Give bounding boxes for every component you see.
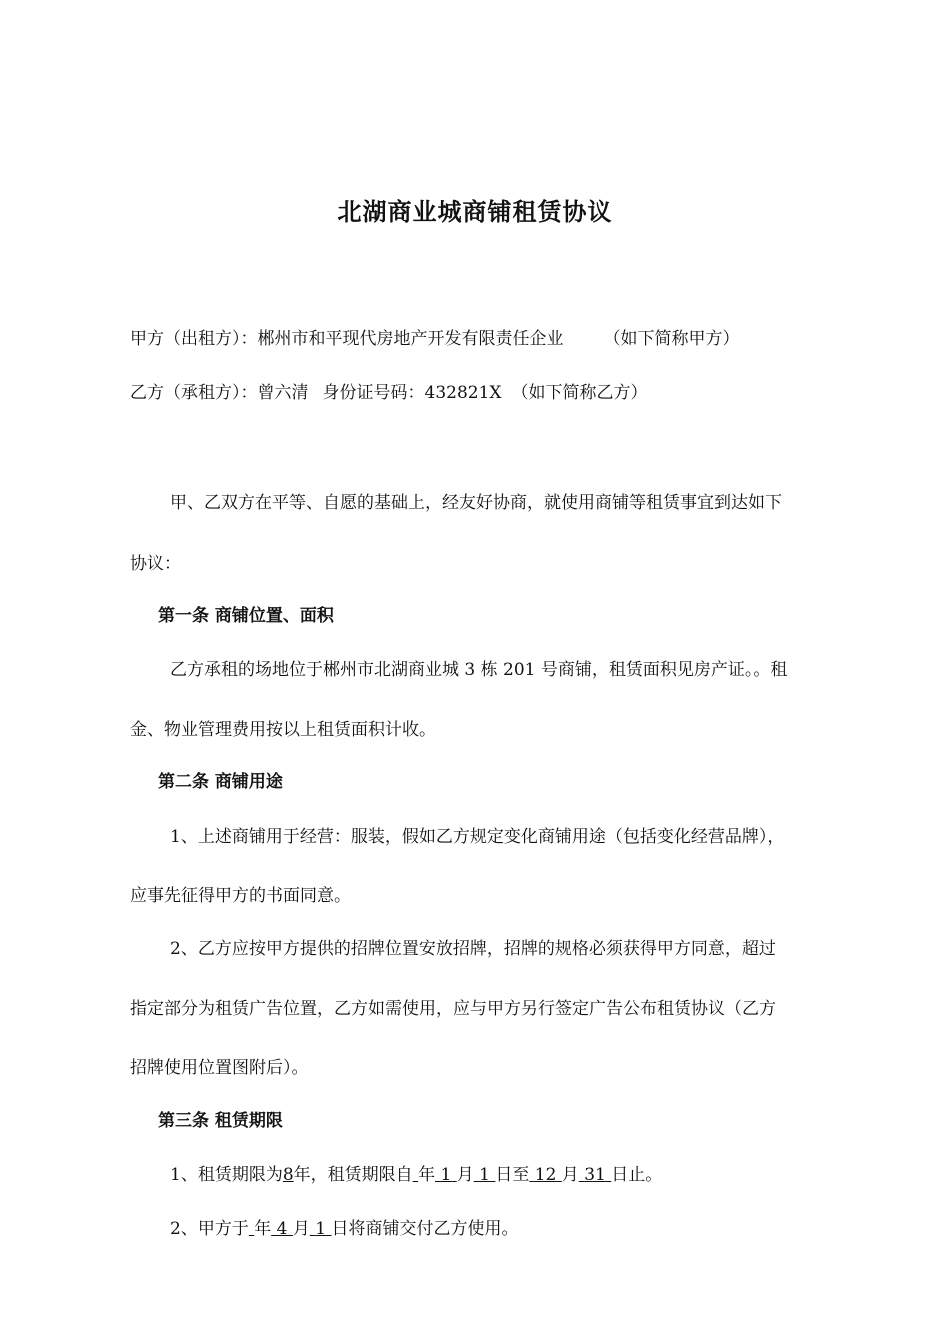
delivery-month-unit: 月 <box>292 1219 310 1239</box>
article2-p2-line-3: 招牌使用位置图附后）。 <box>130 1058 309 1078</box>
article1-line-2: 金、物业管理费用按以上租赁面积计收。 <box>130 720 436 740</box>
party-b-name: 曾六清 <box>257 383 309 403</box>
party-a-label: 甲方（出租方）： <box>130 329 258 349</box>
start-day-value: 1 <box>479 1165 490 1185</box>
start-month <box>435 1165 457 1185</box>
article2-p1-line-2: 应事先征得甲方的书面同意。 <box>130 886 351 906</box>
delivery-month <box>271 1219 293 1239</box>
party-b-note: （如下简称乙方） <box>511 383 648 403</box>
party-a-note: （如下简称甲方） <box>603 329 740 349</box>
article1-line-1: 乙方承租的场地位于郴州市北湖商业城 3 栋 201 号商铺，租赁面积见房产证。。租 <box>170 660 788 680</box>
month-unit-2: 月 <box>561 1165 579 1185</box>
delivery-label: 2、甲方于 <box>170 1219 249 1239</box>
end-text: 日止。 <box>611 1165 663 1185</box>
term-label: 1、租赁期限为 <box>170 1165 283 1185</box>
party-b-label: 乙方（承租方）： <box>130 383 258 403</box>
end-day-value: 31 <box>584 1165 606 1185</box>
article3-item-1 <box>170 1164 662 1186</box>
term-years: 8 <box>282 1165 294 1185</box>
year-unit: 年 <box>418 1165 436 1185</box>
to-text: 日至 <box>495 1165 530 1185</box>
article2-p2-line-1: 2、乙方应按甲方提供的招牌位置安放招牌，招牌的规格必须获得甲方同意，超过 <box>170 939 776 959</box>
party-a-name: 郴州市和平现代房地产开发有限责任企业 <box>257 329 564 349</box>
delivery-day-value: 1 <box>315 1219 327 1239</box>
delivery-month-value: 4 <box>276 1219 288 1239</box>
party-b-line <box>130 382 648 404</box>
article1-heading: 第一条 商铺位置、面积 <box>158 606 334 626</box>
start-month-value: 1 <box>440 1165 452 1185</box>
end-day <box>579 1165 611 1185</box>
delivery-text: 日将商铺交付乙方使用。 <box>331 1219 519 1239</box>
intro-line-1: 甲、乙双方在平等、自愿的基础上，经友好协商，就使用商铺等租赁事宜到达如下 <box>170 493 782 513</box>
delivery-year-unit: 年 <box>254 1219 272 1239</box>
article2-heading: 第二条 商铺用途 <box>158 772 283 792</box>
end-month <box>529 1165 561 1185</box>
article2-p2-line-2: 指定部分为租赁广告位置，乙方如需使用，应与甲方另行签定广告公布租赁协议（乙方 <box>130 999 776 1019</box>
end-month-value: 12 <box>534 1165 557 1185</box>
party-b-id-label: 身份证号码： <box>322 383 425 403</box>
party-b-id-value: 432821X <box>424 383 502 403</box>
party-a-line <box>130 328 740 350</box>
article3-heading: 第三条 租赁期限 <box>158 1111 283 1131</box>
term-text: 年，租赁期限自 <box>293 1165 413 1185</box>
document-title: 北湖商业城商铺租赁协议 <box>337 197 613 226</box>
article2-p1-line-1: 1、上述商铺用于经营：服装，假如乙方规定变化商铺用途（包括变化经营品牌）， <box>170 827 785 847</box>
start-day <box>474 1165 496 1185</box>
article3-item-2 <box>170 1218 519 1240</box>
month-unit: 月 <box>456 1165 474 1185</box>
delivery-day <box>310 1219 332 1239</box>
intro-line-2: 协议： <box>130 554 181 574</box>
